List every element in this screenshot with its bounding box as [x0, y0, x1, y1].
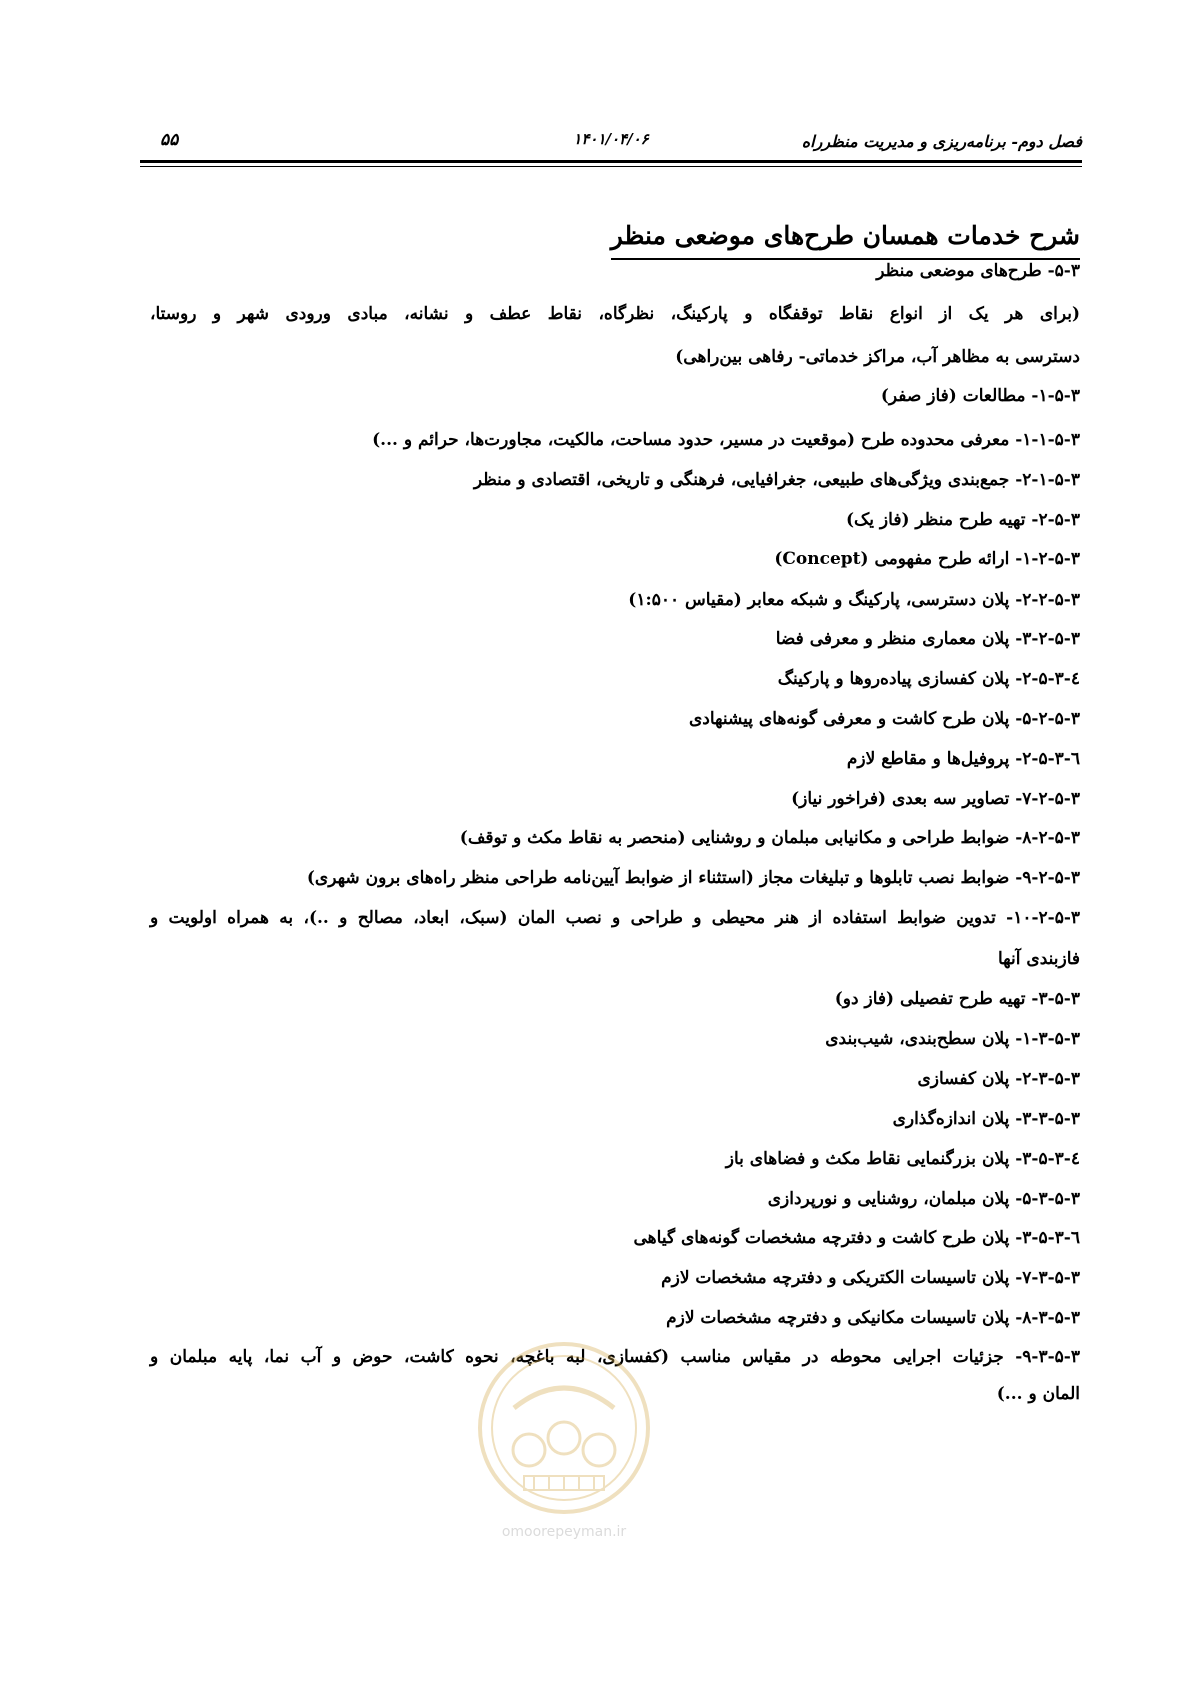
list-item: ۱-۲-۵-۳- ارائه طرح مفهومی (Concept): [774, 549, 1080, 569]
list-item: ۱-۳-۵-۳- پلان سطح‌بندی، شیب‌بندی: [825, 1029, 1080, 1049]
watermark-logo: [474, 1338, 654, 1558]
list-item: ۲-۳-۵-۳- پلان کفسازی: [917, 1069, 1080, 1089]
heading-item: ۳-۵-۳- تهیه طرح تفصیلی (فاز دو): [834, 989, 1080, 1009]
heading-item: ۱-۵-۳- مطالعات (فاز صفر): [880, 386, 1080, 406]
heading-item: ۲-۵-۳- تهیه طرح منظر (فاز یک): [846, 510, 1080, 530]
list-item: ۹-۲-۵-۳- ضوابط نصب تابلوها و تبلیغات مجاز (استثناء از ضوابط آیین‌نامه طراحی منظر راه‌های برون شهری): [306, 868, 1080, 888]
list-item: ۲-۱-۵-۳- جمع‌بندی ویژگی‌های طبیعی، جغرافیایی، فرهنگی و تاریخی، اقتصادی و منظر: [473, 470, 1080, 490]
list-item: ۵-۲-۵-۳- پلان طرح کاشت و معرفی گونه‌های پیشنهادی: [688, 709, 1080, 729]
watermark-seal-icon: [474, 1338, 654, 1518]
document-body: [150, 218, 1081, 1404]
list-item: ۸-۳-۵-۳- پلان تاسیسات مکانیکی و دفترچه مشخصات لازم: [666, 1308, 1080, 1328]
paragraph-line: (برای هر یک از انواع نقاط توقفگاه و پارکینگ، نظرگاه، نقاط عطف و نشانه، مبادی ورودی شهر و روستا،: [150, 304, 1080, 324]
chapter-title: فصل دوم- برنامه‌ریزی و مدیریت منظرراه: [801, 132, 1082, 151]
header-rule-thick: [140, 160, 1082, 163]
list-item: ۹-۳-۵-۳- جزئیات اجرایی محوطه در مقیاس مناسب (کفسازی، لبه باغچه، نحوه کاشت، حوض و آب نما، پایه مبلمان و: [150, 1347, 1080, 1367]
list-item: ۱۰-۲-۵-۳- تدوین ضوابط استفاده از هنر محیطی و طراحی و نصب المان (سبک، ابعاد، مصالح و ..)، به همراه اولویت و: [150, 908, 1081, 928]
section-title: شرح خدمات همسان طرح‌های موضعی منظر: [611, 218, 1080, 260]
watermark-url: omoorepeyman.ir: [501, 1524, 627, 1540]
list-item: ۵-۳-۵-۳- پلان مبلمان، روشنایی و نورپردازی: [767, 1189, 1080, 1209]
list-item: ۳-۳-۵-۳- پلان اندازه‌گذاری: [892, 1109, 1080, 1129]
page-number: ۵۵: [160, 130, 179, 150]
list-item: ٤-۲-۵-۳- پلان کفسازی پیاده‌روها و پارکینگ: [777, 669, 1080, 689]
list-item: ٦-۳-۵-۳- پلان طرح کاشت و دفترچه مشخصات گونه‌های گیاهی: [633, 1228, 1080, 1248]
list-item: ٦-۲-۵-۳- پروفیل‌ها و مقاطع لازم: [846, 749, 1080, 769]
list-item: ۳-۲-۵-۳- پلان معماری منظر و معرفی فضا: [775, 629, 1080, 649]
list-item-continuation: المان و ...): [996, 1384, 1080, 1404]
list-item: ۲-۲-۵-۳- پلان دسترسی، پارکینگ و شبکه معابر (مقیاس ۱:۵۰۰): [628, 590, 1080, 610]
page-header: [140, 128, 1082, 152]
header-date: ۱۴۰۱/۰۴/۰۶: [573, 130, 649, 148]
list-item-continuation: فازبندی آنها: [998, 949, 1080, 969]
list-item: ۸-۲-۵-۳- ضوابط طراحی و مکانیابی مبلمان و روشنایی (منحصر به نقاط مکث و توقف): [459, 828, 1080, 848]
list-item: ۷-۳-۵-۳- پلان تاسیسات الکتریکی و دفترچه مشخصات لازم: [661, 1268, 1080, 1288]
list-item: ٤-۳-۵-۳- پلان بزرگنمایی نقاط مکث و فضاهای باز: [725, 1149, 1080, 1169]
list-item: ۷-۲-۵-۳- تصاویر سه بعدی (فراخور نیاز): [791, 789, 1080, 809]
header-rule-thin: [140, 166, 1082, 167]
paragraph-line: دسترسی به مظاهر آب، مراکز خدماتی- رفاهی بین‌راهی): [675, 347, 1080, 367]
heading-5-3: ۵-۳- طرح‌های موضعی منظر: [876, 261, 1080, 281]
list-item: ۱-۱-۵-۳- معرفی محدوده طرح (موقعیت در مسیر، حدود مساحت، مالکیت، مجاورت‌ها، حرائم و ...): [372, 430, 1080, 450]
